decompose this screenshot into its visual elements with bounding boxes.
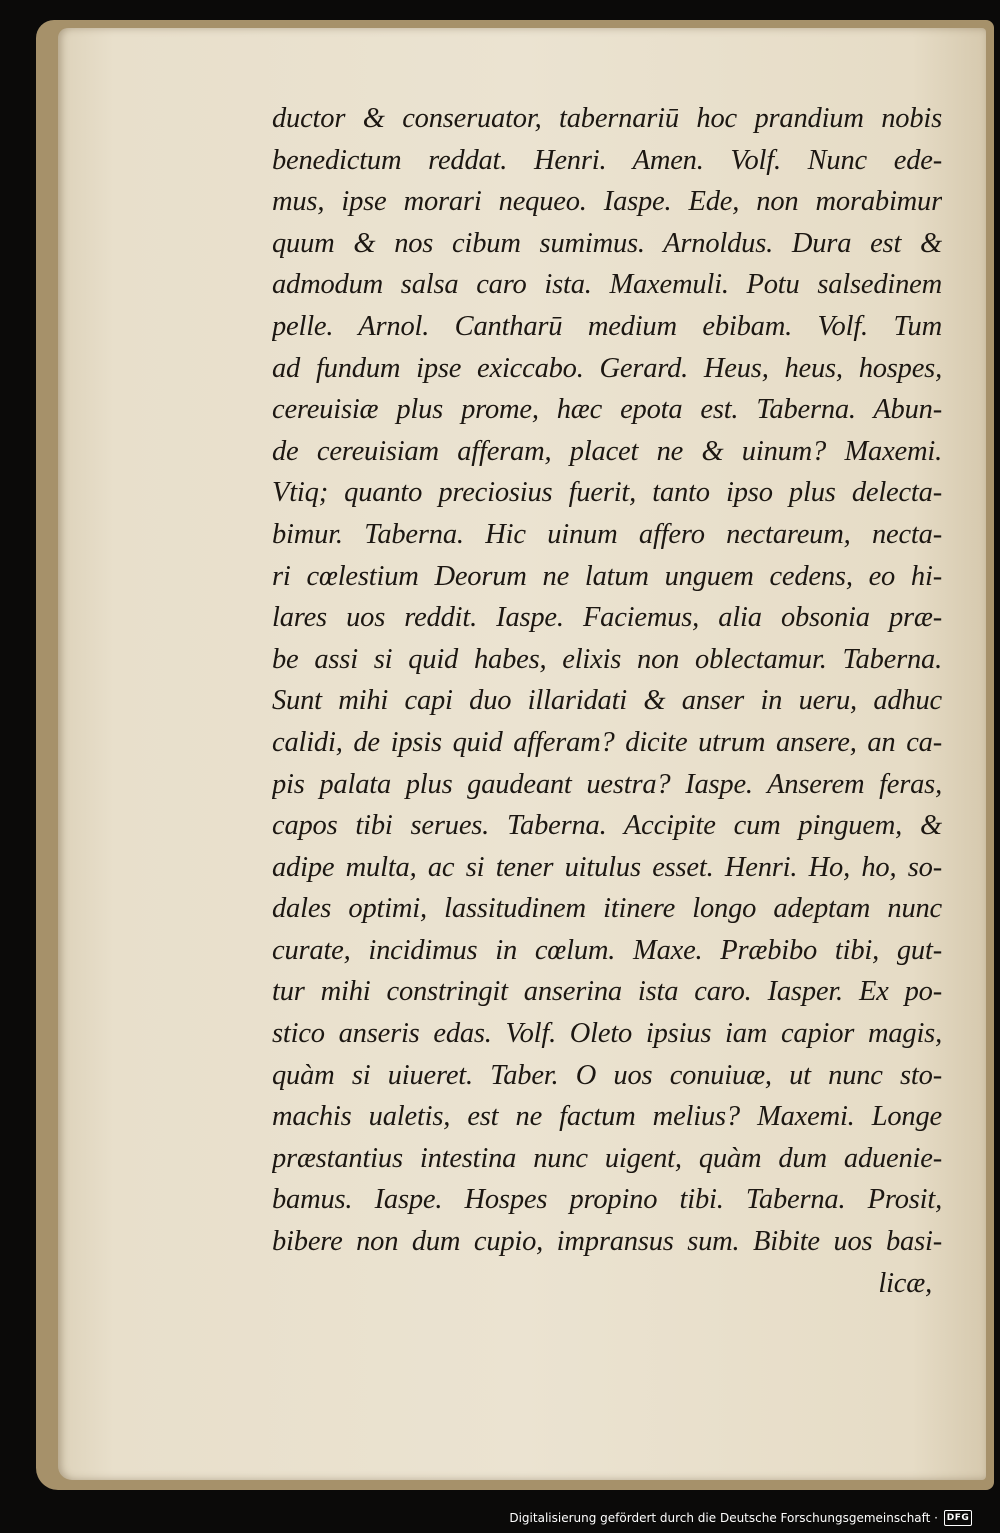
text-line: capos tibi serues. Taberna. Accipite cum pinguem, &: [272, 810, 942, 842]
text-line: pis palata plus gaudeant uestra? Iaspe. Anserem feras,: [272, 768, 942, 800]
text-line: curate, incidimus in cœlum. Maxe. Præbibo tibi, gut-: [272, 934, 942, 966]
text-line: adipe multa, ac si tener uitulus esset. Henri. Ho, ho, so-: [272, 851, 942, 883]
text-line: bibere non dum cupio, impransus sum. Bibite uos basi-: [272, 1226, 942, 1258]
text-line: lares uos reddit. Iaspe. Faciemus, alia obsonia præ-: [272, 602, 942, 634]
footer-credit-text: Digitalisierung gefördert durch die Deutsche Forschungsgemeinschaft ·: [509, 1511, 938, 1525]
text-line: ri cœlestium Deorum ne latum unguem cedens, eo hi-: [272, 560, 942, 592]
text-line: be assi si quid habes, elixis non oblectamur. Taberna.: [272, 643, 942, 675]
text-line: benedictum reddat. Henri. Amen. Volf. Nunc ede-: [272, 144, 942, 176]
text-line: tur mihi constringit anserina ista caro. Iasper. Ex po-: [272, 976, 942, 1008]
text-line: stico anseris edas. Volf. Oleto ipsius iam capior magis,: [272, 1018, 942, 1050]
page-text-block: [272, 98, 942, 1304]
text-line: cereuisiæ plus prome, hæc epota est. Taberna. Abun-: [272, 394, 942, 426]
text-line: de cereuisiam afferam, placet ne & uinum? Maxemi.: [272, 435, 942, 467]
text-line: pelle. Arnol. Cantharū medium ebibam. Volf. Tum: [272, 310, 942, 342]
text-line: ductor & conseruator, tabernariū hoc prandium nobis: [272, 103, 942, 134]
text-line: bamus. Iaspe. Hospes propino tibi. Taberna. Prosit,: [272, 1184, 942, 1216]
text-line: admodum salsa caro ista. Maxemuli. Potu salsedinem: [272, 269, 942, 301]
dfg-logo-icon: DFG: [944, 1510, 972, 1526]
text-line: quàm si uiueret. Taber. O uos conuiuæ, ut nunc sto-: [272, 1059, 942, 1091]
text-line: ad fundum ipse exiccabo. Gerard. Heus, heus, hospes,: [272, 352, 942, 384]
digitization-footer: [509, 1507, 972, 1529]
text-line: quum & nos cibum sumimus. Arnoldus. Dura est &: [272, 227, 942, 259]
text-line: præstantius intestina nunc uigent, quàm dum aduenie-: [272, 1142, 942, 1174]
text-line: Vtiq; quanto preciosius fuerit, tanto ipso plus delecta-: [272, 477, 942, 509]
text-line: machis ualetis, est ne factum melius? Maxemi. Longe: [272, 1101, 942, 1133]
catchword: licæ,: [878, 1267, 932, 1299]
text-line: dales optimi, lassitudinem itinere longo adeptam nunc: [272, 893, 942, 925]
text-line: Sunt mihi capi duo illaridati & anser in ueru, adhuc: [272, 685, 942, 717]
text-line: calidi, de ipsis quid afferam? dicite utrum ansere, an ca-: [272, 726, 942, 758]
text-line: mus, ipse morari nequeo. Iaspe. Ede, non morabimur: [272, 186, 942, 218]
text-line: bimur. Taberna. Hic uinum affero nectareum, necta-: [272, 518, 942, 550]
